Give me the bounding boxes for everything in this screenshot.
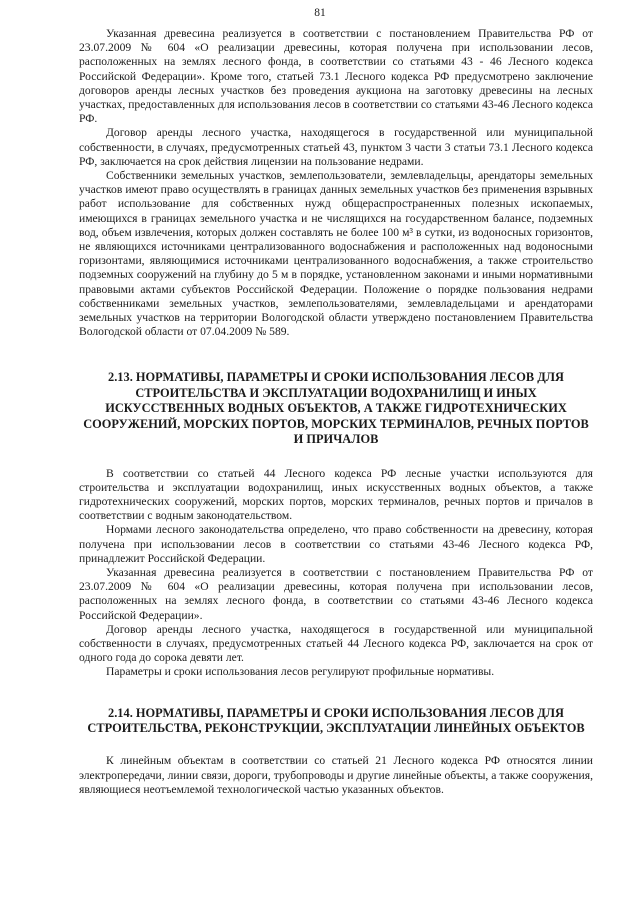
page-content bbox=[79, 27, 593, 797]
section-2-13-paragraph-4: Договор аренды лесного участка, находящегося в государственной или муниципальной собственности в случаях, предусмотренных статьей 44 Лесного кодекса РФ, заключается на срок от одного года до сорока девяти лет. bbox=[79, 622, 593, 665]
intro-paragraph-3: Собственники земельных участков, землепользователи, землевладельцы, арендаторы земельных участков имеют право осуществлять в границах данных земельных участков без применения взрывных работ использование для собственных нужд общераспространенных полезных ископаемых, имеющихся в границах земельного участка и не числящихся на государственном балансе, подземных вод, объем извлечения, которых должен составлять не более 100 м³ в сутки, из водоносных горизонтов, не являющихся источниками централизованного водоснабжения и расположенных над водоносными горизонтами, являющимися источниками централизованного водоснабжения, а также строительство подземных сооружений на глубину до 5 м в порядке, установленном законами и иными нормативными правовыми актами субъектов Российской Федерации. Положение о порядке пользования недрами собственниками земельных участков, землепользователями, землевладельцами и арендаторами земельных участков на территории Вологодской области утверждено постановлением Правительства Вологодской области от 07.04.2009 № 589. bbox=[79, 169, 593, 339]
section-2-13-paragraph-1: В соответствии со статьей 44 Лесного кодекса РФ лесные участки используются для строительства и эксплуатации водохранилищ, иных искусственных водных объектов, а также гидротехнических сооружений, морских портов, морских терминалов, речных портов и причалов в соответствии с водным законодательством. bbox=[79, 466, 593, 523]
section-2-13-paragraph-2: Нормами лесного законодательства определено, что право собственности на древесину, которая получена при использовании лесов в соответствии со статьями 43-46 Лесного кодекса РФ, принадлежит Российской Федерации. bbox=[79, 523, 593, 565]
intro-paragraph-1: Указанная древесина реализуется в соответствии с постановлением Правительства РФ от 23.07.2009 № 604 «О реализации древесины, которая получена при использовании лесов, расположенных на землях лесного фонда, в соответствии со статьями 43 - 46 Лесного кодекса Российской Федерации». Кроме того, статьей 73.1 Лесного кодекса РФ предусмотрено заключение договоров аренды лесных участков без проведения аукциона на заготовку древесины на лесных участках, предоставленных для использования лесов в соответствии со статьями 43-46 Лесного кодекса РФ. bbox=[79, 27, 593, 126]
section-2-13-paragraph-3: Указанная древесина реализуется в соответствии с постановлением Правительства РФ от 23.07.2009 № 604 «О реализации древесины, которая получена при использовании лесов, расположенных на землях лесного фонда, в соответствии со статьями 43-46 Лесного кодекса Российской Федерации». bbox=[79, 565, 593, 622]
section-2-13-paragraph-5: Параметры и сроки использования лесов регулируют профильные нормативы. bbox=[106, 665, 495, 679]
section-heading-2-13: 2.13. НОРМАТИВЫ, ПАРАМЕТРЫ И СРОКИ ИСПОЛЬЗОВАНИЯ ЛЕСОВ ДЛЯ СТРОИТЕЛЬСТВА И ЭКСПЛУАТАЦИИ ВОДОХРАНИЛИЩ И ИНЫХ ИСКУССТВЕННЫХ ВОДНЫХ ОБЪЕКТОВ, А ТАКЖЕ ГИДРОТЕХНИЧЕСКИХ СООРУЖЕНИЙ, МОРСКИХ ПОРТОВ, МОРСКИХ ТЕРМИНАЛОВ, РЕЧНЫХ ПОРТОВ И ПРИЧАЛОВ bbox=[83, 370, 589, 447]
section-heading-2-14: 2.14. НОРМАТИВЫ, ПАРАМЕТРЫ И СРОКИ ИСПОЛЬЗОВАНИЯ ЛЕСОВ ДЛЯ СТРОИТЕЛЬСТВА, РЕКОНСТРУКЦИИ, ЭКСПЛУАТАЦИИ ЛИНЕЙНЫХ ОБЪЕКТОВ bbox=[87, 705, 585, 735]
page-number: 81 bbox=[314, 7, 326, 19]
section-2-14-paragraph-1: К линейным объектам в соответствии со статьей 21 Лесного кодекса РФ относятся линии электропередачи, линии связи, дороги, трубопроводы и другие линейные объекты, а также сооружения, являющиеся неотъемлемой технологической частью указанных объектов. bbox=[79, 754, 593, 796]
intro-paragraph-2: Договор аренды лесного участка, находящегося в государственной или муниципальной собственности, в случаях, предусмотренных статьей 43, пунктом 3 части 3 статьи 73.1 Лесного кодекса РФ, заключается на срок действия лицензии на пользование недрами. bbox=[79, 126, 593, 168]
